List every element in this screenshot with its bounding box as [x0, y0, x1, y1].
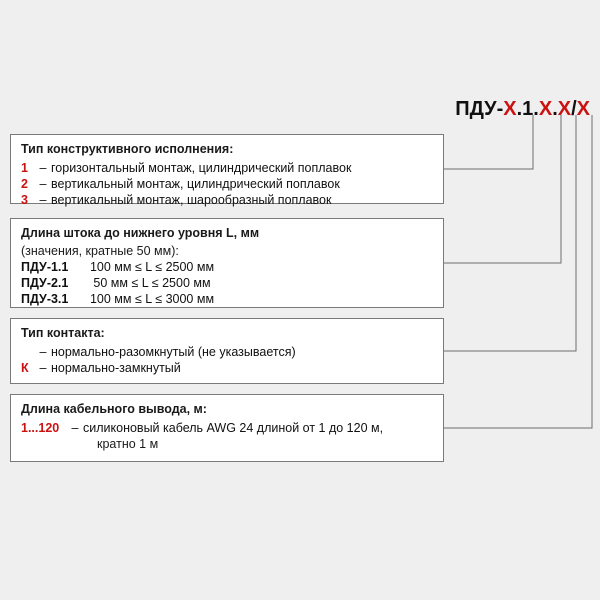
block-title: Длина штока до нижнего уровня L, мм — [21, 226, 260, 240]
option-key: ПДУ-1.1 — [21, 260, 69, 274]
option-key: К — [21, 361, 29, 375]
option-value: 100 мм ≤ L ≤ 2500 мм — [89, 260, 215, 274]
code-seg-7: X — [576, 98, 590, 120]
dash: – — [71, 421, 79, 435]
block-cable-length — [10, 394, 444, 462]
code-seg-5: X — [557, 98, 572, 120]
list-item — [21, 291, 433, 307]
option-value: горизонтальный монтаж, цилиндрический поплавок — [51, 161, 352, 175]
block-construction-type — [10, 134, 444, 207]
option-key: 1...120 — [21, 421, 60, 435]
product-code — [455, 98, 590, 121]
option-value: нормально-замкнутый — [51, 361, 181, 375]
list-item — [21, 360, 433, 376]
block-title: Длина кабельного вывода, м: — [21, 402, 207, 416]
list-item — [21, 192, 433, 208]
list-item — [21, 176, 433, 192]
option-value: 50 мм ≤ L ≤ 2500 мм — [93, 276, 211, 290]
list-item — [21, 259, 433, 275]
block-title: Тип конструктивного исполнения: — [21, 142, 234, 156]
option-key: ПДУ-3.1 — [21, 292, 69, 306]
option-value: силиконовый кабель AWG 24 длиной от 1 до 120 м, — [83, 421, 384, 435]
option-key: 1 — [21, 161, 28, 175]
list-item — [21, 275, 433, 291]
block-rod-length — [10, 218, 444, 308]
list-item — [21, 160, 433, 176]
dash: – — [39, 345, 47, 359]
code-seg-2: .1. — [516, 98, 539, 120]
block-subtitle: (значения, кратные 50 мм): — [21, 244, 179, 258]
option-value-continuation: кратно 1 м — [97, 437, 159, 451]
option-key: 3 — [21, 193, 28, 207]
dash: – — [39, 193, 47, 207]
code-seg-3: X — [538, 98, 553, 120]
block-title: Тип контакта: — [21, 326, 105, 340]
dash: – — [39, 177, 47, 191]
option-key: ПДУ-2.1 — [21, 276, 69, 290]
code-prefix: ПДУ- — [455, 98, 504, 120]
option-value: вертикальный монтаж, цилиндрический поплавок — [51, 177, 340, 191]
dash: – — [39, 361, 47, 375]
option-value: нормально-разомкнутый (не указывается) — [51, 345, 296, 359]
code-seg-1: X — [503, 98, 517, 120]
block-contact-type — [10, 318, 444, 384]
list-item — [21, 420, 433, 436]
code-seg-6: / — [571, 98, 577, 120]
option-value: вертикальный монтаж, шарообразный поплавок — [51, 193, 332, 207]
dash: – — [39, 161, 47, 175]
option-key: 2 — [21, 177, 28, 191]
option-value: 100 мм ≤ L ≤ 3000 мм — [89, 292, 215, 306]
list-item — [21, 344, 433, 360]
code-seg-4: . — [552, 98, 558, 120]
